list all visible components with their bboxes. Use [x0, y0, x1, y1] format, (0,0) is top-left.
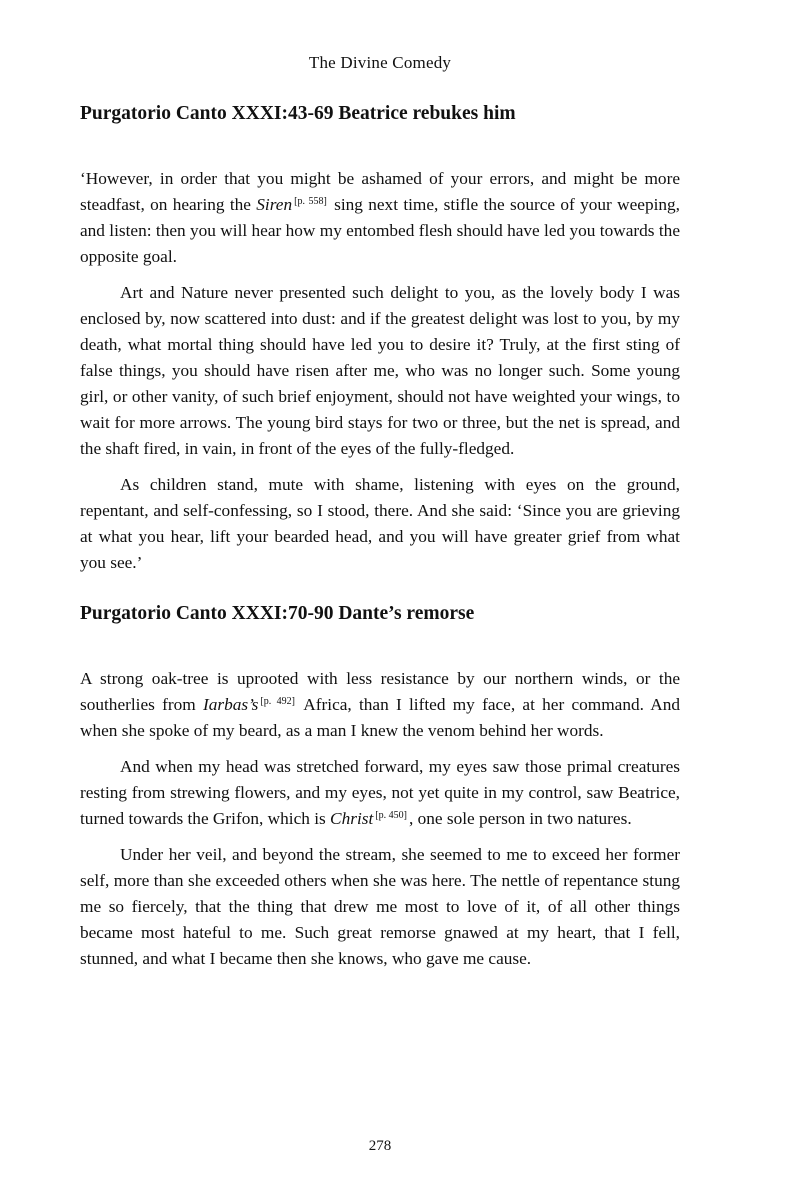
page-reference[interactable]: [p. 558] — [294, 196, 327, 207]
paragraph-text: , one sole person in two natures. — [408, 809, 632, 828]
paragraph-text: Africa, than I lifted my face, at her command. And when she spoke of my beard, as a man I knew the venom behind her words. — [80, 695, 680, 740]
paragraph-text: sing next time, stifle the source of your weeping, and listen: then you will hear how my entombed flesh should have led you towards the opposite goal. — [80, 195, 680, 266]
paragraph — [80, 754, 680, 832]
emphasis-link-christ[interactable]: Christ — [330, 809, 374, 828]
page-body — [80, 100, 680, 982]
paragraph — [80, 166, 680, 270]
emphasis-link-iarbas[interactable]: Iarbas’s — [202, 695, 259, 714]
paragraph-text: And when my head was stretched forward, my eyes saw those primal creatures resting from strewing flowers, and my eyes, not yet quite in my control, saw Beatrice, turned towards the Grifon, which is — [80, 757, 680, 828]
page-reference[interactable]: [p. 492] — [260, 696, 295, 707]
section-heading: Purgatorio Canto XXXI:43-69 Beatrice rebukes him — [80, 103, 516, 124]
paragraph-text: A strong oak-tree is uprooted with less resistance by our northern winds, or the southerlies from — [80, 669, 680, 714]
paragraph: As children stand, mute with shame, listening with eyes on the ground, repentant, and self-confessing, so I stood, there. And she said: ‘Since you are grieving at what you hear, lift your bearded head, and you will have greater grief from what you see.’ — [80, 475, 680, 572]
paragraph-text: ‘However, in order that you might be ashamed of your errors, and might be more steadfast, on hearing the — [80, 169, 680, 214]
paragraph: Under her veil, and beyond the stream, she seemed to me to exceed her former self, more than she exceeded others when she was here. The nettle of repentance stung me so fiercely, that the thing that drew me most to love of it, of all other things became most hateful to me. Such great remorse gnawed at my heart, that I fell, stunned, and what I became then she knows, who gave me cause. — [80, 845, 680, 968]
section-beatrice-rebukes — [80, 100, 680, 576]
page-number: 278 — [368, 1138, 392, 1154]
page-reference[interactable]: [p. 450] — [375, 810, 407, 821]
section-dantes-remorse — [80, 600, 680, 972]
section-heading: Purgatorio Canto XXXI:70-90 Dante’s remorse — [80, 603, 475, 624]
emphasis-link-siren[interactable]: Siren — [256, 195, 293, 214]
paragraph: Art and Nature never presented such delight to you, as the lovely body I was enclosed by, now scattered into dust: and if the greatest delight was lost to you, by my death, what mortal thing should have led you to desire it? Truly, at the first sting of false things, you should have risen after me, who was no longer such. Some young girl, or other vanity, of such brief enjoyment, should not have weighted your wings, to wait for more arrows. The young bird stays for two or three, but the net is spread, and the shaft fired, in vain, in front of the eyes of the fully-fledged. — [80, 283, 680, 458]
running-head: The Divine Comedy — [308, 53, 452, 72]
paragraph — [80, 666, 680, 744]
